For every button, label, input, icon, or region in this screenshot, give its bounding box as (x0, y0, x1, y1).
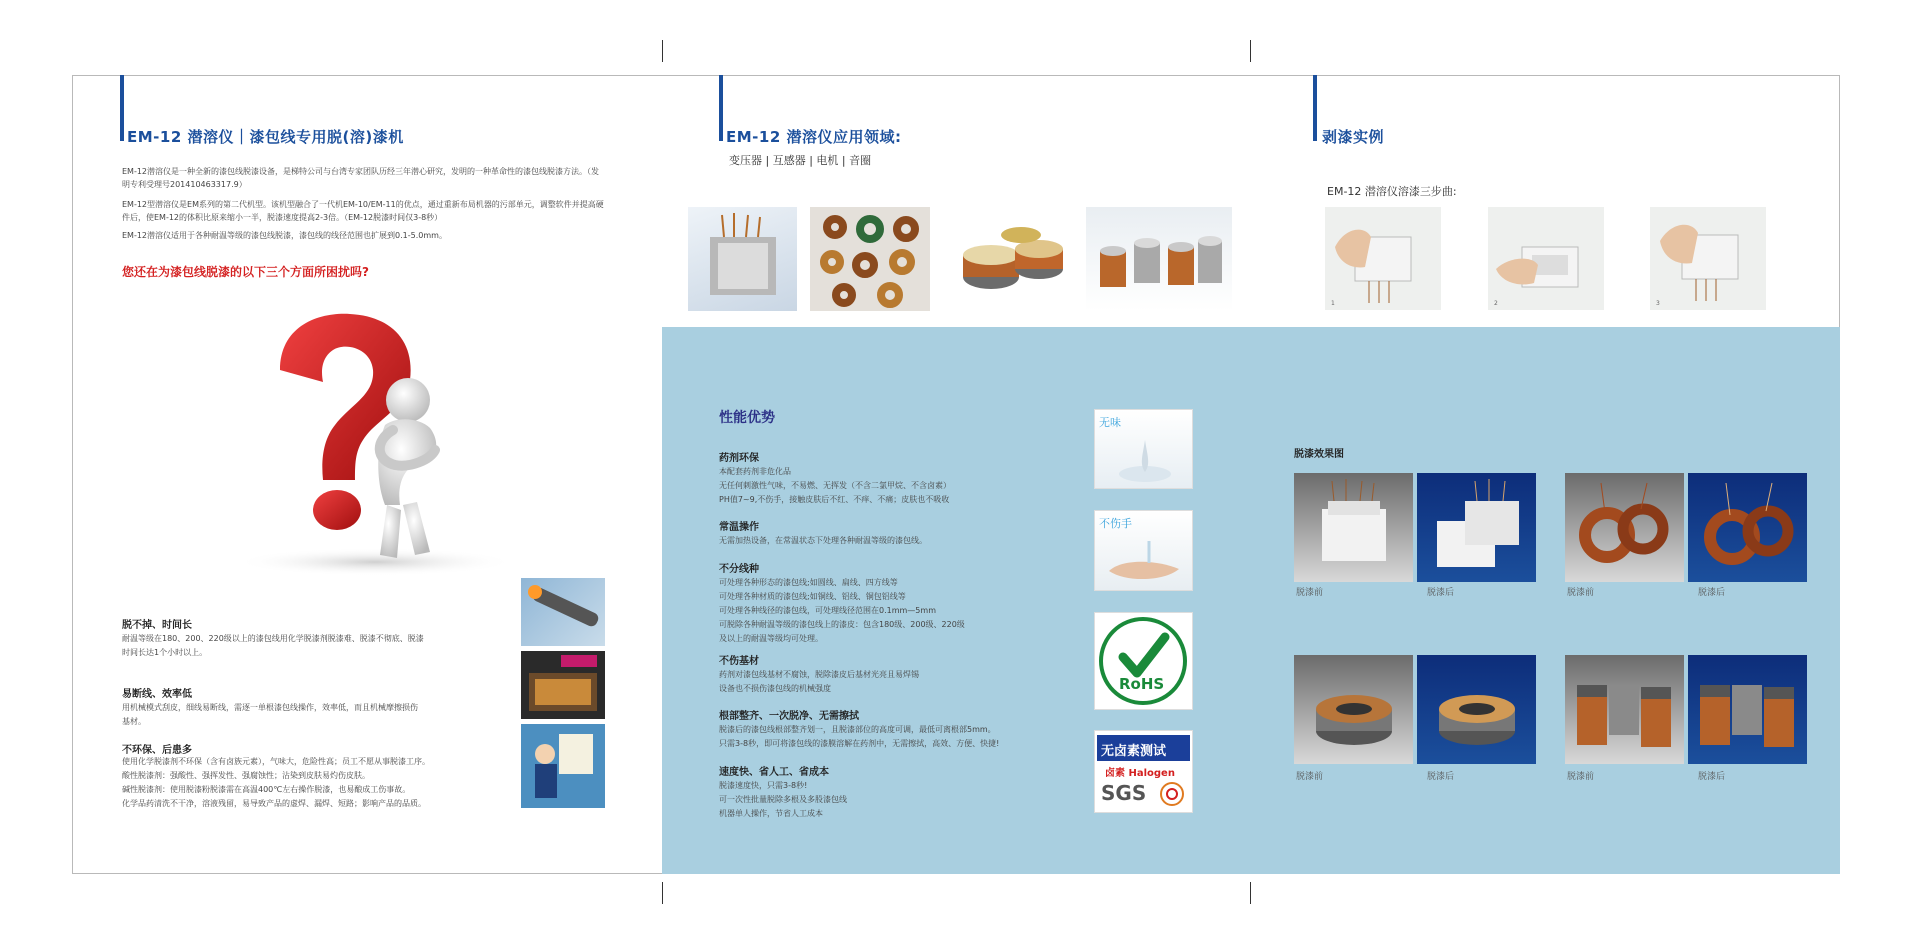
sgs-label: SGS (1101, 781, 1147, 805)
perf-3-title: 不分线种 (719, 564, 759, 575)
perf-6-line-3: 机器单人操作，节省人工成本 (719, 809, 823, 818)
effect-toroid-before (1565, 473, 1684, 582)
rohs-tile (1094, 612, 1193, 710)
caption-after-3: 脱漆后 (1427, 772, 1455, 782)
crop-mark-bottom-1 (662, 882, 663, 904)
caption-before-3: 脱漆前 (1296, 772, 1324, 782)
perf-3-line-1: 可处理各种形态的漆包线;如圆线、扁线、四方线等 (719, 578, 898, 587)
effect-voicecoil-after (1688, 655, 1807, 764)
toroid-photo (810, 207, 930, 311)
hand-device-icon-2 (1488, 207, 1604, 310)
rohs-label: RoHS (1119, 675, 1165, 693)
voice-coil-photo (1086, 207, 1232, 311)
effect-transformer-before (1294, 473, 1413, 582)
effect-transformer-after (1417, 473, 1536, 582)
crop-mark-top-1 (662, 40, 663, 62)
perf-5-line-1: 脱漆后的漆包线根部整齐划一，且脱漆部位的高度可调，最低可离根部5mm。 (719, 725, 996, 734)
caption-after-4: 脱漆后 (1698, 772, 1726, 782)
page3-title: 剥漆实例 (1322, 128, 1385, 146)
problem-1-line-1: 耐温等级在180、200、220级以上的漆包线用化学脱漆剂脱漆难、脱漆不彻底、脱漆 (122, 634, 424, 643)
perf-3-line-2: 可处理各种材质的漆包线;如铜线、铝线、铜包铝线等 (719, 592, 906, 601)
perf-5-line-2: 只需3-8秒，即可将漆包线的漆膜溶解在药剂中，无需擦拭，高效、方便、快捷! (719, 739, 1000, 748)
toroid-before-icon (1565, 473, 1684, 582)
question-heading: 您还在为漆包线脱漆的以下三个方面所困扰吗? (122, 265, 369, 279)
halogen-sub-label: 卤素 Halogen (1105, 768, 1175, 779)
page2-title: EM-12 潜溶仪应用领域: (726, 128, 902, 146)
voicecoil-after-icon (1688, 655, 1807, 764)
intro-paragraph-1: EM-12潜溶仪是一种全新的漆包线脱漆设备，是梯特公司与台湾专家团队历经三年潜心研究，发明的一种革命性的漆包线脱漆方法。（发明专利受理号201410463317.9） (122, 167, 600, 189)
perf-3-line-4: 可脱除各种耐温等级的漆包线上的漆皮：包含180级、200级、220级 (719, 620, 965, 629)
perf-1-title: 药剂环保 (719, 453, 759, 464)
perf-4-line-1: 药剂对漆包线基材不腐蚀，脱除漆皮后基材光亮且易焊锡 (719, 670, 919, 679)
problem-1-line-2: 时间长达1个小时以上。 (122, 648, 208, 657)
rohs-logo-icon (1095, 613, 1192, 709)
hand-device-icon-3 (1650, 207, 1766, 310)
caption-before-1: 脱漆前 (1296, 588, 1324, 598)
perf-1-line-2: 无任何刺激性气味，不易燃、无挥发（不含二氯甲烷、不含卤素） (719, 481, 951, 490)
effect-stator-before (1294, 655, 1413, 764)
perf-5-title: 根部整齐、一次脱净、无需擦拭 (719, 711, 859, 722)
perf-6-line-2: 可一次性批量脱除多根及多股漆包线 (719, 795, 847, 804)
problem-2-line-1: 用机械模式刮皮，细线易断线，需逐一单根漆包线操作，效率低，而且机械摩擦损伤 (122, 703, 418, 712)
perf-2-title: 常温操作 (719, 522, 759, 533)
stator-before-icon (1294, 655, 1413, 764)
step-2-mark: 2 (1494, 300, 1498, 307)
step-3-mark: 3 (1656, 300, 1660, 307)
hand-device-icon (1325, 207, 1441, 310)
caption-before-2: 脱漆前 (1567, 588, 1595, 598)
no-odor-label: 无味 (1099, 416, 1121, 429)
problem-3-line-2: 酸性脱漆剂：强酸性、强挥发性、强腐蚀性；沾染到皮肤易灼伤皮肤。 (122, 771, 370, 780)
perf-3-line-3: 可处理各种线径的漆包线，可处理线径范围在0.1mm—5mm (719, 606, 936, 615)
effects-title: 脱漆效果图 (1294, 449, 1344, 460)
perf-4-line-2: 设备也不损伤漆包线的机械强度 (719, 684, 831, 693)
stator-after-icon (1417, 655, 1536, 764)
page1-title: EM-12 潜溶仪｜漆包线专用脱(溶)漆机 (127, 128, 404, 146)
toroid-icon (810, 207, 930, 311)
problem-3-line-3: 碱性脱漆剂：使用脱漆粉脱漆需在高温400℃左右操作脱漆，也易酿成工伤事故。 (122, 785, 411, 794)
soldering-iron-photo (521, 578, 605, 646)
effect-voicecoil-before (1565, 655, 1684, 764)
title-accent-bar-2 (719, 75, 723, 141)
caption-after-1: 脱漆后 (1427, 588, 1455, 598)
performance-title: 性能优势 (719, 410, 775, 426)
title-accent-bar (120, 75, 124, 141)
current-transformer-icon (943, 207, 1073, 311)
toroid-after-icon (1688, 473, 1807, 582)
transformer-before-icon (1294, 473, 1413, 582)
no-odor-tile (1094, 409, 1193, 489)
perf-4-title: 不伤基材 (719, 656, 759, 667)
perf-1-line-1: 本配套药剂非危化品 (719, 467, 791, 476)
hand-water-icon (1105, 541, 1185, 587)
voicecoil-before-icon (1565, 655, 1684, 764)
transformer-icon (688, 207, 797, 311)
effect-toroid-after (1688, 473, 1807, 582)
halogen-free-tile (1094, 730, 1193, 813)
perf-6-title: 速度快、省人工、省成本 (719, 767, 829, 778)
problem-2-title: 易断线、效率低 (122, 689, 192, 700)
crop-mark-top-2 (1250, 40, 1251, 62)
intro-paragraph-2: EM-12型潜溶仪是EM系列的第二代机型。该机型融合了一代机EM-10/EM-11的优点，通过重新布局机器的污部单元，调整软件并提高硬件后，使EM-12的体积比原来缩小一半，脱漆速度提高2-3倍。（EM-12脱漆时间仅3-8秒） (122, 200, 604, 222)
question-man-illustration (225, 300, 515, 580)
problem-2-line-2: 基材。 (122, 717, 146, 726)
step-1-mark: 1 (1331, 300, 1335, 307)
safe-for-hands-tile (1094, 510, 1193, 591)
step-2-photo (1488, 207, 1604, 310)
intro-paragraph-3: EM-12潜溶仪适用于各种耐温等级的漆包线脱漆，漆包线的线径范围也扩展到0.1-5.0mm。 (122, 231, 447, 240)
problem-3-title: 不环保、后患多 (122, 745, 192, 756)
voice-coil-icon (1086, 207, 1232, 311)
page2-subtitle: 变压器 | 互感器 | 电机 | 音圈 (729, 154, 872, 167)
water-splash-icon (1115, 440, 1175, 486)
problem-1-title: 脱不掉、时间长 (122, 620, 192, 631)
soldering-iron-icon (521, 578, 605, 646)
problem-3-line-4: 化学品药清洗不干净，溶液残留，易导致产品的虚焊、漏焊、短路；影响产品的品质。 (122, 799, 426, 808)
title-accent-bar-3 (1313, 75, 1317, 141)
perf-6-line-1: 脱漆速度快，只需3-8秒! (719, 781, 808, 790)
halogen-free-label: 无卤素测试 (1101, 744, 1167, 759)
transformer-photo (688, 207, 797, 311)
safe-for-hands-label: 不伤手 (1099, 517, 1132, 530)
transformer-after-icon (1417, 473, 1536, 582)
perf-2-line-1: 无需加热设备，在常温状态下处理各种耐温等级的漆包线。 (719, 536, 927, 545)
caption-after-2: 脱漆后 (1698, 588, 1726, 598)
caption-before-4: 脱漆前 (1567, 772, 1595, 782)
perf-1-line-3: PH值7~9,不伤手，接触皮肤后不红、不痒、不痛；皮肤也不吸收 (719, 495, 950, 504)
worker-cartoon-icon (521, 724, 605, 808)
crop-mark-bottom-2 (1250, 882, 1251, 904)
steps-label: EM-12 潜溶仪溶漆三步曲: (1327, 185, 1457, 198)
solder-pot-icon (521, 651, 605, 719)
step-1-photo (1325, 207, 1441, 310)
effect-stator-after (1417, 655, 1536, 764)
sgs-badge-icon (1159, 781, 1185, 807)
worker-cartoon-photo (521, 724, 605, 808)
current-transformer-photo (943, 207, 1073, 311)
perf-3-line-5: 及以上的耐温等级均可处理。 (719, 634, 823, 643)
step-3-photo (1650, 207, 1766, 310)
solder-pot-photo (521, 651, 605, 719)
problem-3-line-1: 使用化学脱漆剂不环保（含有卤族元素），气味大，危险性高；员工不愿从事脱漆工序。 (122, 757, 430, 766)
